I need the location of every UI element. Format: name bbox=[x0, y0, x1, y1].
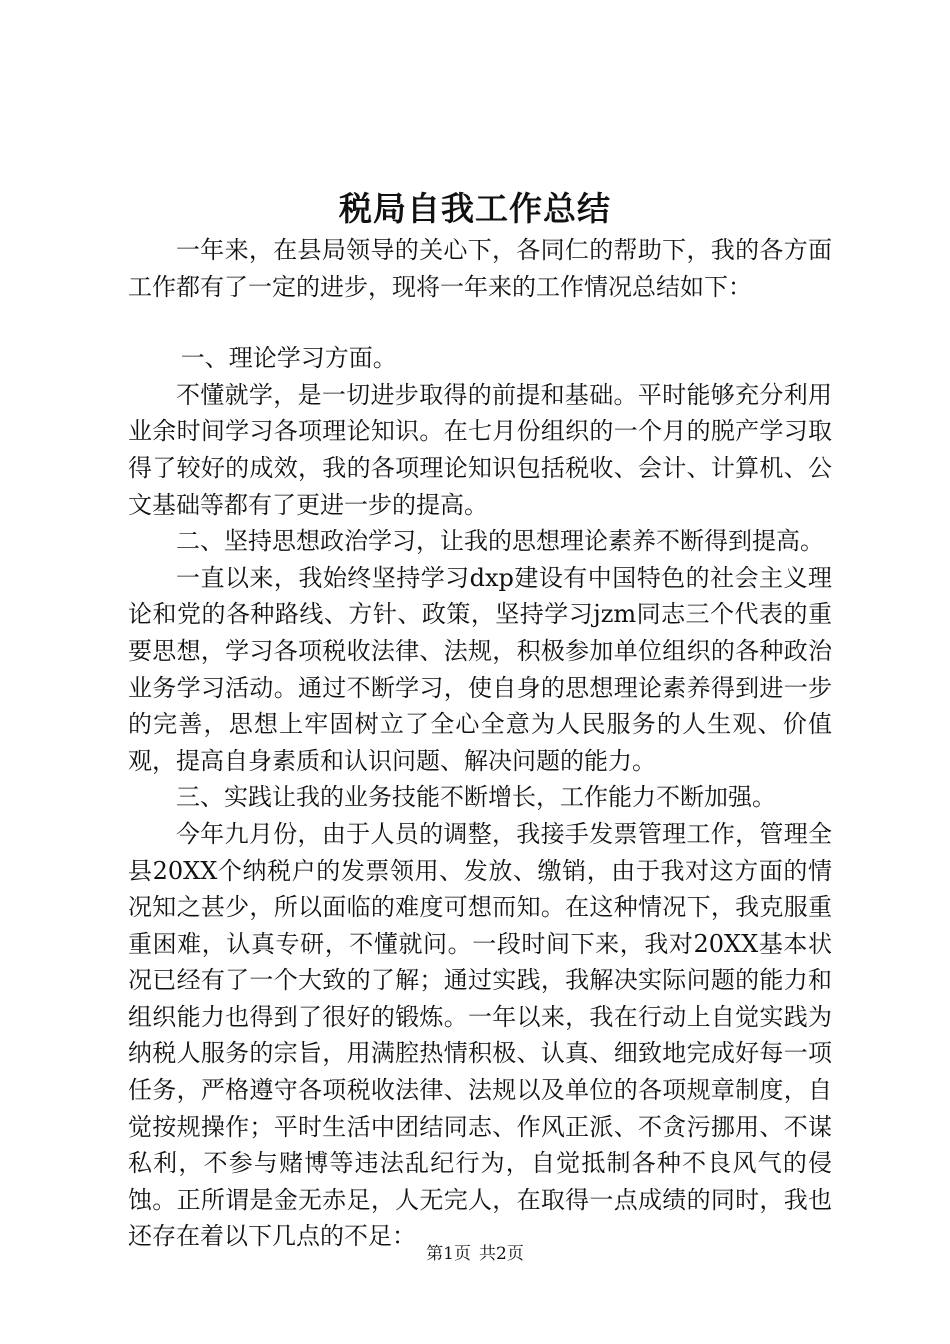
document-body bbox=[128, 232, 832, 1255]
paragraph-politics: 一直以来，我始终坚持学习dxp建设有中国特色的社会主义理论和党的各种路线、方针、政策，坚持学习jzm同志三个代表的重要思想，学习各项税收法律、法规，积极参加单位组织的各种政治业务学习活动。通过不断学习，使自身的思想理论素养得到进一步的完善，思想上牢固树立了全心全意为人民服务的人生观、价值观，提高自身素质和认识问题、解决问题的能力。 bbox=[128, 563, 832, 775]
paragraph-practice: 今年九月份，由于人员的调整，我接手发票管理工作，管理全县20XX个纳税户的发票领用、发放、缴销，由于我对这方面的情况知之甚少，所以面临的难度可想而知。在这种情况下，我克服重重困难，认真专研，不懂就问。一段时间下来，我对20XX基本状况已经有了一个大致的了解；通过实践，我解决实际问题的能力和组织能力也得到了很好的锻炼。一年以来，我在行动上自觉实践为纳税人服务的宗旨，用满腔热情积极、认真、细致地完成好每一项任务，严格遵守各项税收法律、法规以及单位的各项规章制度，自觉按规操作；平时生活中团结同志、作风正派、不贪污挪用、不谋私利，不参与赌博等违法乱纪行为，自觉抵制各种不良风气的侵蚀。正所谓是金无赤足，人无完人，在取得一点成绩的同时，我也还存在着以下几点的不足： bbox=[128, 819, 832, 1251]
page-number: 第1页 bbox=[426, 1244, 471, 1264]
paragraph-intro: 一年来，在县局领导的关心下，各同仁的帮助下，我的各方面工作都有了一定的进步，现将一年来的工作情况总结如下： bbox=[128, 236, 832, 301]
section-heading-politics: 二、坚持思想政治学习，让我的思想理论素养不断得到提高。 bbox=[176, 527, 824, 556]
document-title: 税局自我工作总结 bbox=[339, 189, 611, 228]
paragraph-theory: 不懂就学，是一切进步取得的前提和基础。平时能够充分利用业余时间学习各项理论知识。在七月份组织的一个月的脱产学习取得了较好的成效，我的各项理论知识包括税收、会计、计算机、公文基础等都有了更进一步的提高。 bbox=[128, 380, 832, 519]
section-heading-theory: 一、理论学习方面。 bbox=[180, 344, 397, 373]
page-total: 共2页 bbox=[479, 1244, 524, 1264]
section-heading-practice: 三、实践让我的业务技能不断增长，工作能力不断加强。 bbox=[176, 783, 776, 812]
page-footer bbox=[0, 1242, 950, 1266]
